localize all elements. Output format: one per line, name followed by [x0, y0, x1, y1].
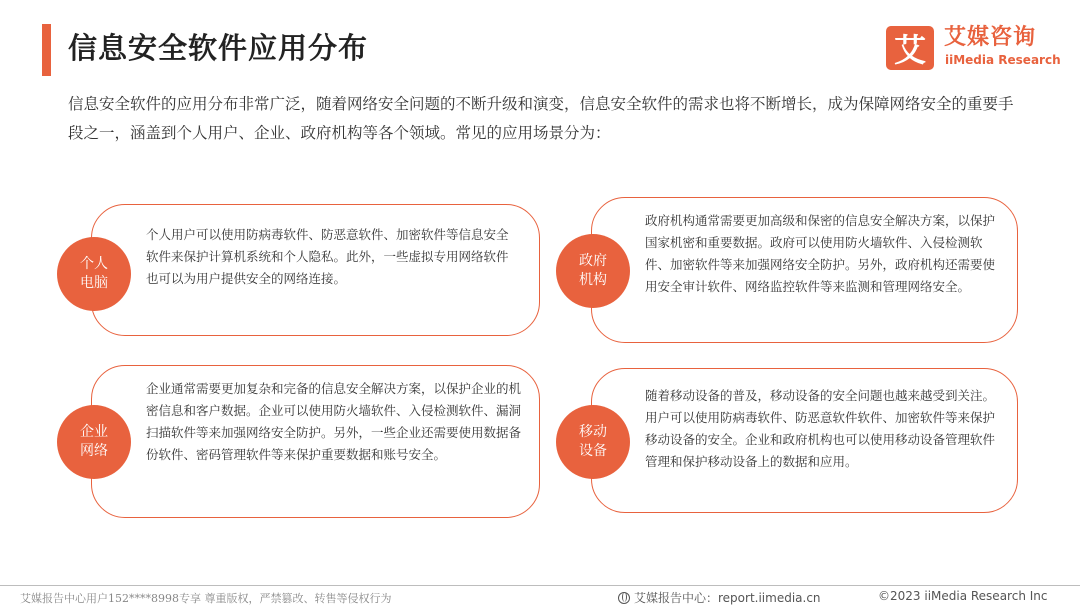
label-circle-personal-computer: 个人电脑 [57, 237, 131, 311]
logo-mark-icon: 艾 [886, 26, 934, 70]
intro-paragraph: 信息安全软件的应用分布非常广泛，随着网络安全问题的不断升级和演变，信息安全软件的需求也将不断增长，成为保障网络安全的重要手段之一，涵盖到个人用户、企业、政府机构等各个领域。常见的应用场景分为： [68, 95, 1014, 142]
page-title: 信息安全软件应用分布 [68, 31, 369, 65]
card-text-enterprise-network: 企业通常需要更加复杂和完备的信息安全解决方案，以保护企业的机密信息和客户数据。企业可以使用防火墙软件、入侵检测软件、漏洞扫描软件等来加强网络安全防护。另外，一些企业还需要使用数据备份软件、密码管理软件等来保护重要数据和账号安全。 [146, 381, 522, 462]
brand-logo [886, 24, 1066, 72]
card-text-mobile-device: 随着移动设备的普及，移动设备的安全问题也越来越受到关注。用户可以使用防病毒软件、防恶意软件软件、加密软件等来保护移动设备的安全。企业和政府机构也可以使用移动设备管理软件管理和保护移动设备上的数据和应用。 [645, 388, 996, 469]
footer-divider [0, 585, 1080, 586]
card-text-government: 政府机构通常需要更加高级和保密的信息安全解决方案，以保护国家机密和重要数据。政府可以使用防火墙软件、入侵检测软件、加密软件等来加强网络安全防护。另外，政府机构还需要使用安全审计软件、网络监控软件等来监测和管理网络安全。 [645, 213, 996, 294]
footer-copyright: ©2023 iiMedia Research Inc [878, 589, 1048, 603]
footer-report-link[interactable]: 艾媒报告中心：report.iimedia.cn [634, 591, 821, 605]
logo-en-text: iiMedia Research [945, 53, 1061, 67]
globe-icon [618, 592, 630, 604]
label-circle-enterprise-network: 企业网络 [57, 405, 131, 479]
label-circle-mobile-device: 移动设备 [556, 405, 630, 479]
title-accent-bar [42, 24, 51, 76]
label-circle-government: 政府机构 [556, 234, 630, 308]
footer-report-center [618, 589, 821, 606]
card-text-personal-computer: 个人用户可以使用防病毒软件、防恶意软件、加密软件等信息安全软件来保护计算机系统和个人隐私。此外，一些虚拟专用网络软件也可以为用户提供安全的网络连接。 [146, 227, 509, 286]
logo-cn-text: 艾媒咨询 [944, 25, 1037, 50]
footer-copyright-notice: 艾媒报告中心用户152****8998专享 尊重版权，严禁篡改、转售等侵权行为 [20, 592, 392, 605]
